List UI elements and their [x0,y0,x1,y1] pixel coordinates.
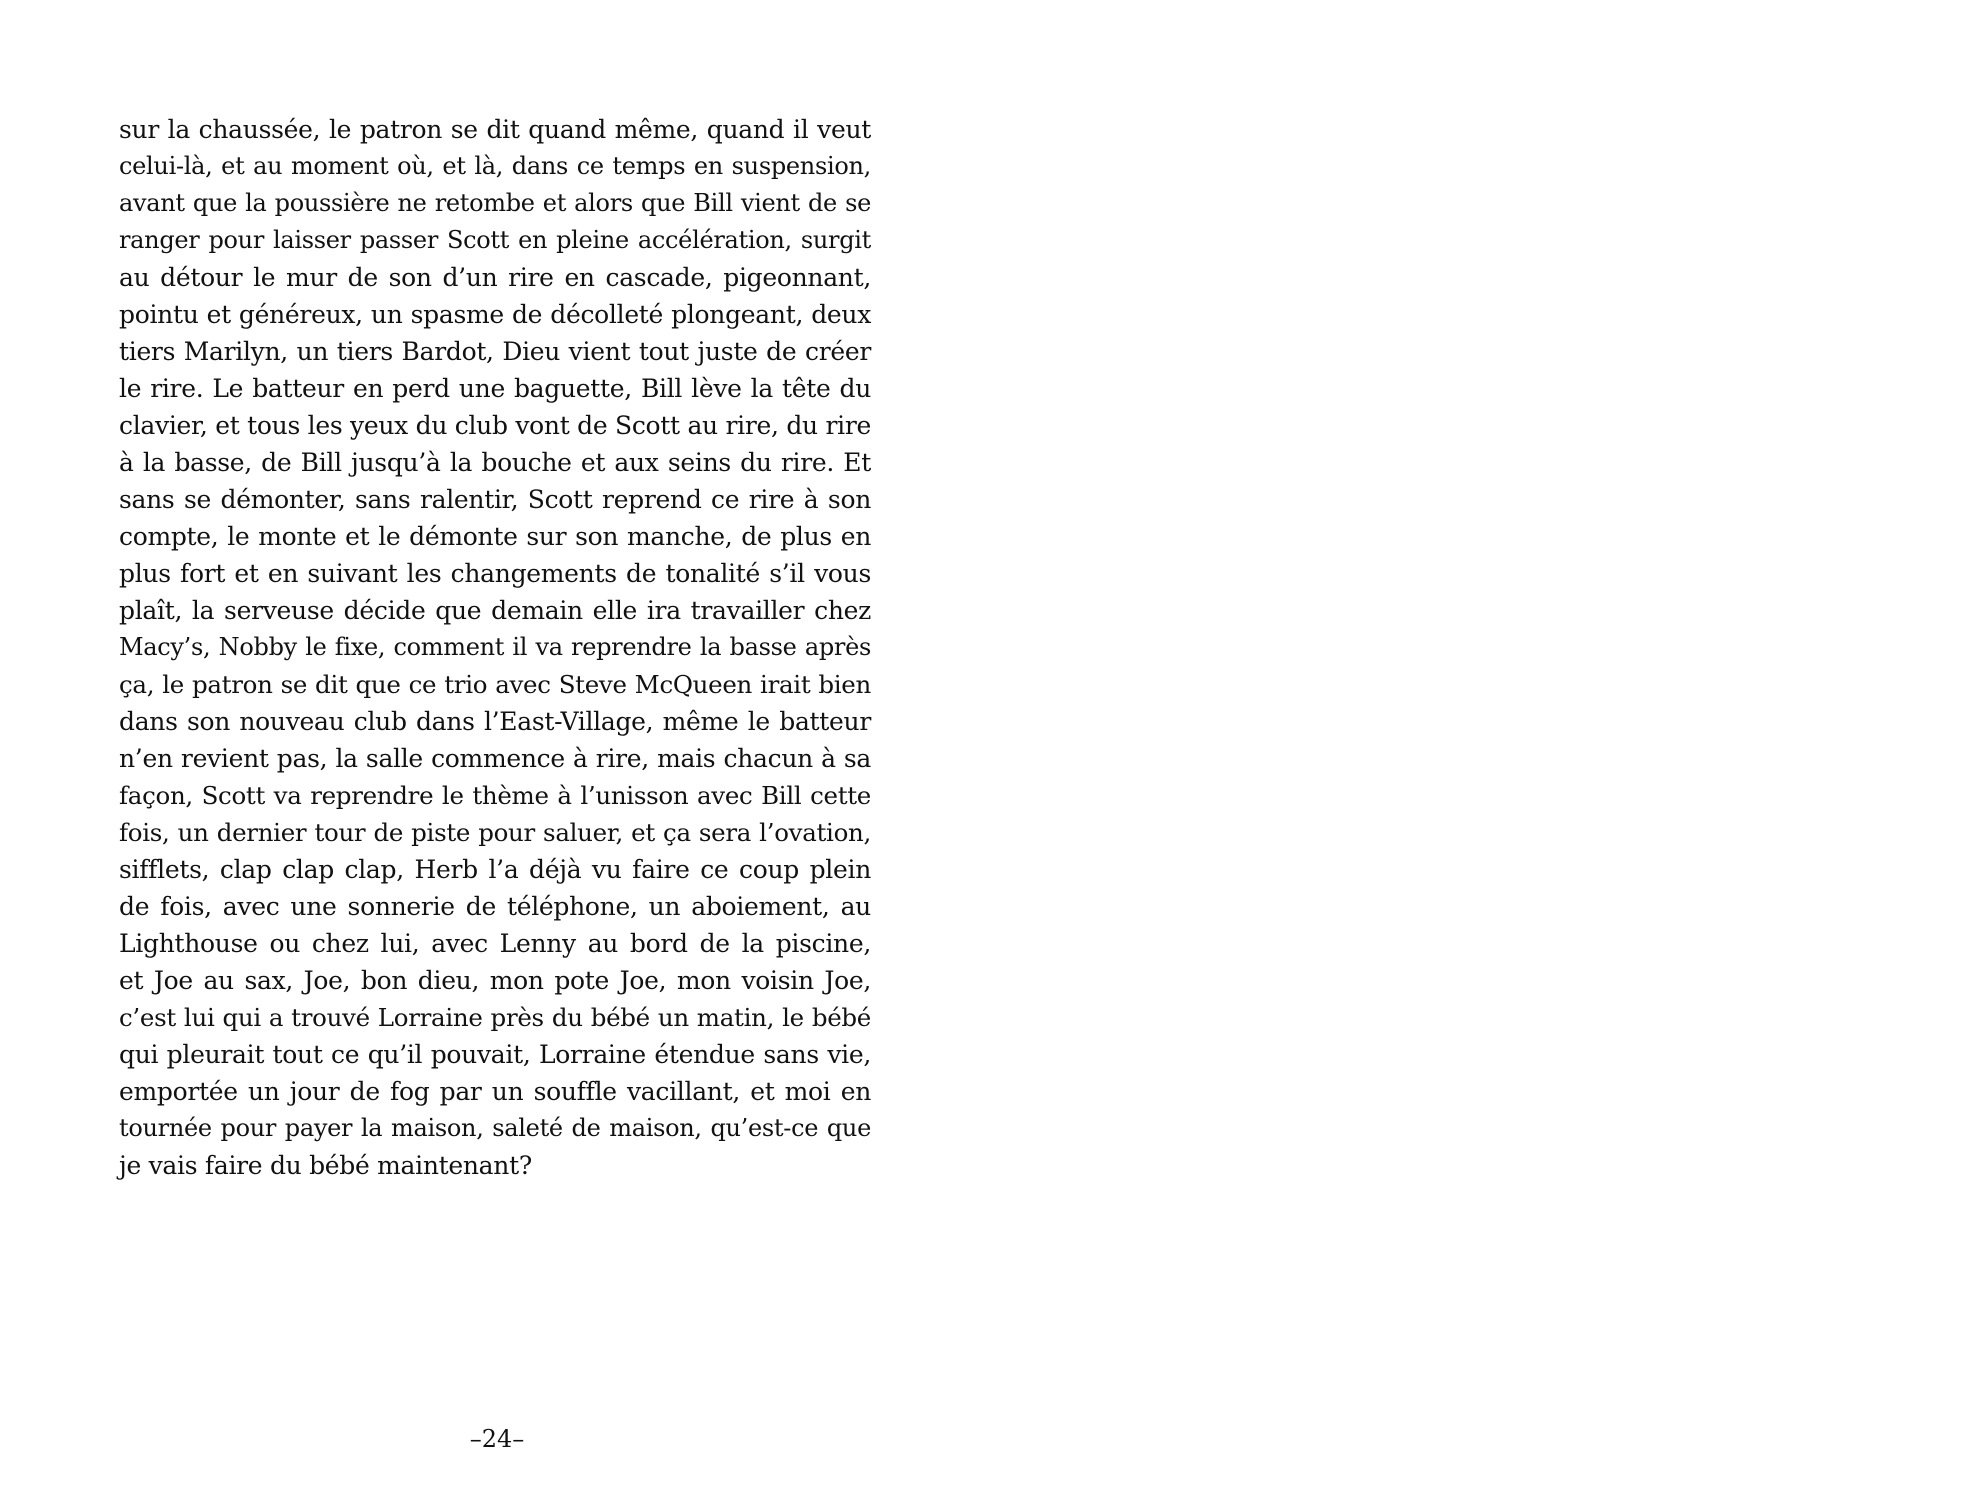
body-text [119,111,871,1184]
right-page-blank [984,0,1968,1496]
text-line: clavier, et tous les yeux du club vont de Scott au rire, du rire [119,411,871,440]
text-line: n’en revient pas, la salle commence à rire, mais chacun à sa [119,744,871,773]
text-line: de fois, avec une sonnerie de téléphone, un aboiement, au [119,892,871,921]
text-line: et Joe au sax, Joe, bon dieu, mon pote Joe, mon voisin Joe, [119,966,871,995]
text-line: tournée pour payer la maison, saleté de maison, qu’est-ce que [119,1114,871,1142]
text-line: Macy’s, Nobby le fixe, comment il va reprendre la basse après [119,633,871,661]
page-number: –24– [469,1425,525,1453]
text-line: je vais faire du bébé maintenant? [119,1151,532,1180]
text-line: dans son nouveau club dans l’East-Village, même le batteur [119,707,871,736]
text-line: sifflets, clap clap clap, Herb l’a déjà vu faire ce coup plein [119,855,871,884]
text-line: façon, Scott va reprendre le thème à l’unisson avec Bill cette [119,781,871,810]
text-line: avant que la poussière ne retombe et alors que Bill vient de se [119,189,871,217]
text-line: fois, un dernier tour de piste pour saluer, et ça sera l’ovation, [119,818,871,847]
text-line: plaît, la serveuse décide que demain elle ira travailler chez [119,596,871,625]
text-line: au détour le mur de son d’un rire en cascade, pigeonnant, [119,263,871,292]
text-line: plus fort et en suivant les changements de tonalité s’il vous [119,559,871,588]
text-line: ranger pour laisser passer Scott en pleine accélération, surgit [119,226,871,254]
text-line: c’est lui qui a trouvé Lorraine près du bébé un matin, le bébé [119,1003,871,1032]
text-line: celui-là, et au moment où, et là, dans ce temps en suspension, [119,152,871,180]
text-line: à la basse, de Bill jusqu’à la bouche et aux seins du rire. Et [119,448,871,477]
text-line: tiers Marilyn, un tiers Bardot, Dieu vient tout juste de créer [119,337,871,366]
text-line: compte, le monte et le démonte sur son manche, de plus en [119,522,871,551]
text-line: sur la chaussée, le patron se dit quand même, quand il veut [119,115,871,144]
text-line: ça, le patron se dit que ce trio avec Steve McQueen irait bien [119,670,871,699]
text-line: pointu et généreux, un spasme de décolleté plongeant, deux [119,300,871,329]
text-line: le rire. Le batteur en perd une baguette, Bill lève la tête du [119,374,871,403]
text-line: qui pleurait tout ce qu’il pouvait, Lorraine étendue sans vie, [119,1040,871,1069]
text-line: Lighthouse ou chez lui, avec Lenny au bord de la piscine, [119,929,871,958]
text-line: sans se démonter, sans ralentir, Scott reprend ce rire à son [119,485,871,514]
text-line: emportée un jour de fog par un souffle vacillant, et moi en [119,1077,871,1106]
